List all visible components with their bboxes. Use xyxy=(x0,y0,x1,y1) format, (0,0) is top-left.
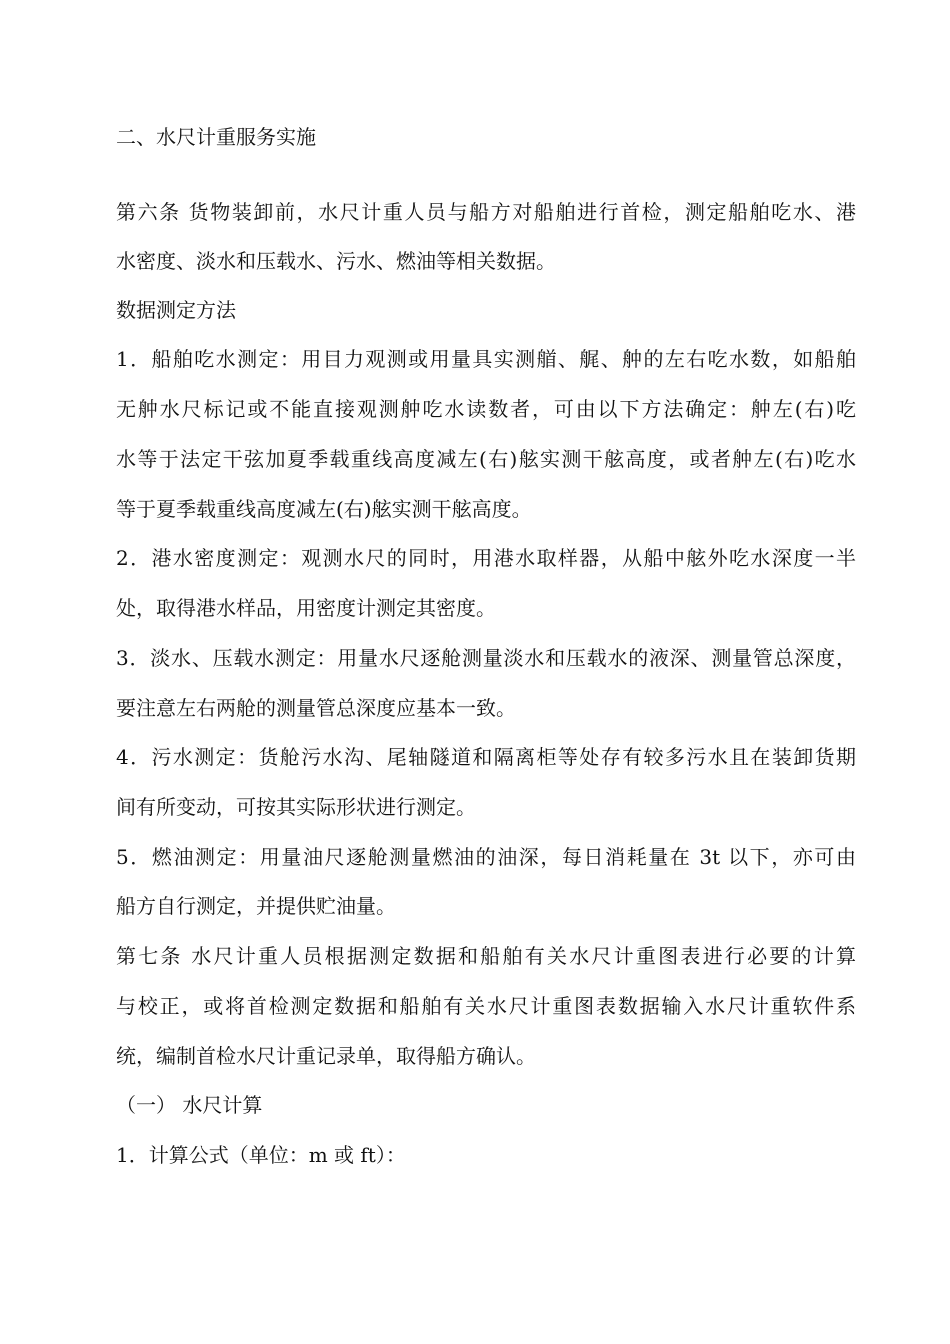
paragraph-line: 2．港水密度测定：观测水尺的同时，用港水取样器，从船中舷外吃水深度一半 xyxy=(116,546,856,570)
paragraph-line: 第七条 水尺计重人员根据测定数据和船舶有关水尺计重图表进行必要的计算 xyxy=(116,944,856,968)
paragraph-line: 无舯水尺标记或不能直接观测舯吃水读数者，可由以下方法确定：舯左(右)吃 xyxy=(116,397,856,421)
paragraph-line: 第六条 货物装卸前，水尺计重人员与船方对船舶进行首检，测定船舶吃水、港 xyxy=(116,200,856,224)
paragraph-line: 水等于法定干弦加夏季载重线高度减左(右)舷实测干舷高度，或者舯左(右)吃水 xyxy=(116,447,856,471)
paragraph-line: 水密度、淡水和压载水、污水、燃油等相关数据。 xyxy=(116,249,556,273)
paragraph-line: 3．淡水、压载水测定：用量水尺逐舱测量淡水和压载水的液深、测量管总深度， xyxy=(116,646,856,670)
paragraph-line: 处，取得港水样品，用密度计测定其密度。 xyxy=(116,596,496,620)
paragraph-line: 要注意左右两舱的测量管总深度应基本一致。 xyxy=(116,696,516,720)
subheading-line: （一） 水尺计算 xyxy=(116,1093,263,1117)
paragraph-line: 统，编制首检水尺计重记录单，取得船方确认。 xyxy=(116,1044,536,1068)
subheading-line: 数据测定方法 xyxy=(116,298,236,322)
paragraph-line: 1．计算公式（单位：m 或 ft）： xyxy=(116,1143,406,1167)
paragraph-line: 4．污水测定：货舱污水沟、尾轴隧道和隔离柜等处存有较多污水且在装卸货期 xyxy=(116,745,856,769)
section-heading: 二、水尺计重服务实施 xyxy=(116,125,316,149)
paragraph-line: 等于夏季载重线高度减左(右)舷实测干舷高度。 xyxy=(116,497,532,521)
paragraph-line: 与校正，或将首检测定数据和船舶有关水尺计重图表数据输入水尺计重软件系 xyxy=(116,994,856,1018)
paragraph-line: 间有所变动，可按其实际形状进行测定。 xyxy=(116,795,476,819)
paragraph-line: 船方自行测定，并提供贮油量。 xyxy=(116,894,396,918)
paragraph-line: 5．燃油测定：用量油尺逐舱测量燃油的油深，每日消耗量在 3t 以下，亦可由 xyxy=(116,845,856,869)
paragraph-line: 1．船舶吃水测定：用目力观测或用量具实测艏、艉、舯的左右吃水数，如船舶 xyxy=(116,347,856,371)
